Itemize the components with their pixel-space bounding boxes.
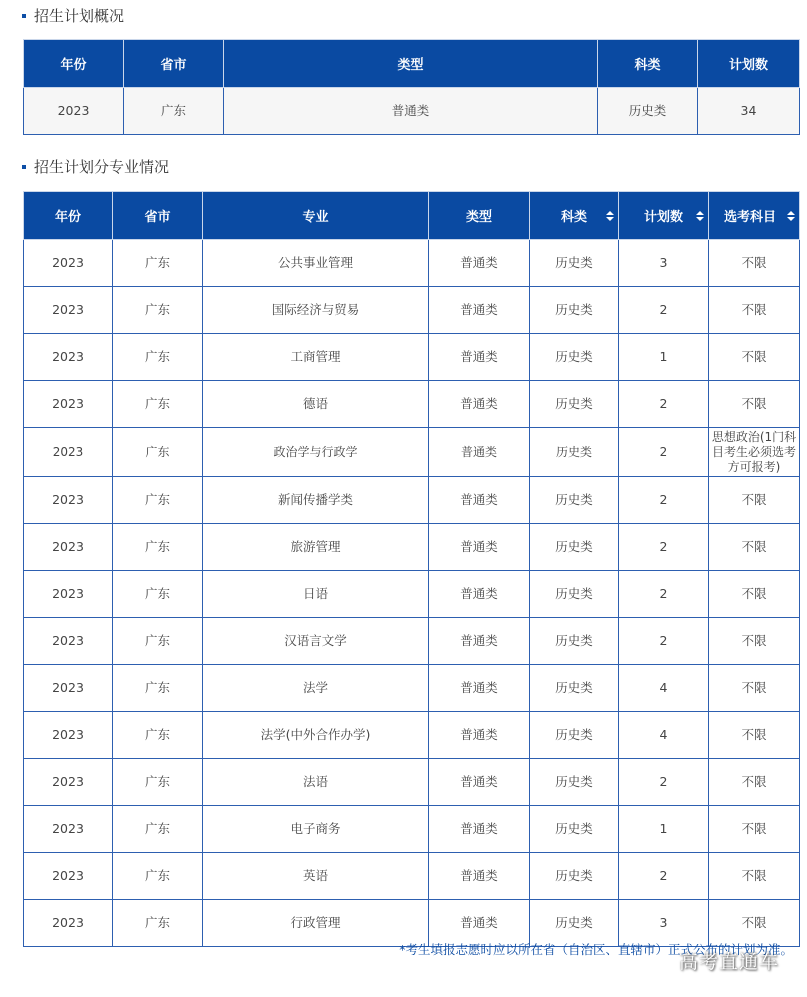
cell-major: 法学(中外合作办学) <box>203 712 429 759</box>
cell-province: 广东 <box>113 477 203 524</box>
cell-province: 广东 <box>113 287 203 334</box>
cell-plan-count: 2 <box>619 428 709 477</box>
sort-arrows-icon[interactable] <box>696 211 704 221</box>
cell-province: 广东 <box>113 571 203 618</box>
majors-table <box>23 191 800 947</box>
cell-province: 广东 <box>113 853 203 900</box>
cell-type: 普通类 <box>429 618 530 665</box>
watermark: 高考直通车 <box>678 951 779 973</box>
header-label: 选考科目 <box>723 210 776 225</box>
header-year: 年份 <box>24 40 124 88</box>
cell-major: 法学 <box>203 665 429 712</box>
cell-plan-count: 2 <box>619 287 709 334</box>
table-row <box>24 618 800 665</box>
cell-plan-count: 4 <box>619 665 709 712</box>
cell-province: 广东 <box>113 759 203 806</box>
cell-province: 广东 <box>113 428 203 477</box>
table-row <box>24 853 800 900</box>
cell-year: 2023 <box>24 334 113 381</box>
cell-type: 普通类 <box>429 477 530 524</box>
title-bullet <box>22 14 26 18</box>
cell-type: 普通类 <box>429 806 530 853</box>
cell-type: 普通类 <box>429 759 530 806</box>
cell-year: 2023 <box>24 806 113 853</box>
table-header-row <box>24 40 800 88</box>
cell-year: 2023 <box>24 853 113 900</box>
cell-province: 广东 <box>113 240 203 287</box>
cell-province: 广东 <box>113 665 203 712</box>
cell-year: 2023 <box>24 477 113 524</box>
table-row <box>24 428 800 477</box>
overview-table <box>23 39 800 135</box>
cell-year: 2023 <box>24 524 113 571</box>
section-title-majors <box>22 157 169 177</box>
cell-type: 普通类 <box>429 853 530 900</box>
sort-arrows-icon[interactable] <box>606 211 614 221</box>
header-label: 计划数 <box>643 210 683 225</box>
header-major: 专业 <box>203 192 429 240</box>
cell-major: 公共事业管理 <box>203 240 429 287</box>
cell-type: 普通类 <box>429 665 530 712</box>
cell-category: 历史类 <box>530 806 619 853</box>
cell-major: 行政管理 <box>203 900 429 947</box>
cell-category: 历史类 <box>530 571 619 618</box>
table-row <box>24 287 800 334</box>
section-title-overview <box>22 6 124 26</box>
cell-major: 政治学与行政学 <box>203 428 429 477</box>
table-row <box>24 381 800 428</box>
header-category: 科类 <box>598 40 698 88</box>
table-row <box>24 712 800 759</box>
header-plan-count: 计划数 <box>698 40 800 88</box>
cell-plan-count: 2 <box>619 381 709 428</box>
section-title-text: 招生计划分专业情况 <box>34 158 170 176</box>
cell-major: 英语 <box>203 853 429 900</box>
header-type: 类型 <box>429 192 530 240</box>
cell-subject: 思想政治(1门科目考生必须选考方可报考) <box>709 428 800 477</box>
table-row <box>24 477 800 524</box>
cell-subject: 不限 <box>709 287 800 334</box>
header-label: 科类 <box>560 210 587 225</box>
cell-major: 德语 <box>203 381 429 428</box>
cell-type: 普通类 <box>429 524 530 571</box>
table-row <box>24 240 800 287</box>
cell-category: 历史类 <box>530 665 619 712</box>
cell-year: 2023 <box>24 712 113 759</box>
cell-plan-count: 2 <box>619 477 709 524</box>
cell-province: 广东 <box>113 524 203 571</box>
cell-category: 历史类 <box>530 428 619 477</box>
cell-category: 历史类 <box>530 477 619 524</box>
cell-province: 广东 <box>113 334 203 381</box>
cell-category: 历史类 <box>530 618 619 665</box>
table-row <box>24 334 800 381</box>
header-category-sortable[interactable] <box>530 192 619 240</box>
cell-year: 2023 <box>24 759 113 806</box>
table-row <box>24 759 800 806</box>
cell-category: 历史类 <box>530 240 619 287</box>
cell-category: 历史类 <box>530 759 619 806</box>
table-row <box>24 806 800 853</box>
cell-subject: 不限 <box>709 900 800 947</box>
section-title-text: 招生计划概况 <box>34 7 125 25</box>
cell-province: 广东 <box>113 381 203 428</box>
cell-subject: 不限 <box>709 759 800 806</box>
table-row <box>24 524 800 571</box>
footnote: *考生填报志愿时应以所在省（自治区、直辖市）正式公布的计划为准。 <box>399 942 793 957</box>
cell-type: 普通类 <box>429 428 530 477</box>
cell-category: 历史类 <box>530 524 619 571</box>
cell-subject: 不限 <box>709 240 800 287</box>
cell-subject: 不限 <box>709 618 800 665</box>
cell-plan-count: 3 <box>619 240 709 287</box>
cell-major: 国际经济与贸易 <box>203 287 429 334</box>
cell-plan-count: 3 <box>619 900 709 947</box>
cell-type: 普通类 <box>224 88 598 135</box>
cell-plan-count: 2 <box>619 853 709 900</box>
table-header-row <box>24 192 800 240</box>
table-row <box>24 665 800 712</box>
cell-plan-count: 2 <box>619 759 709 806</box>
cell-plan-count: 34 <box>698 88 800 135</box>
cell-type: 普通类 <box>429 240 530 287</box>
cell-year: 2023 <box>24 428 113 477</box>
cell-category: 历史类 <box>530 853 619 900</box>
cell-subject: 不限 <box>709 571 800 618</box>
cell-plan-count: 4 <box>619 712 709 759</box>
cell-year: 2023 <box>24 381 113 428</box>
cell-year: 2023 <box>24 287 113 334</box>
cell-major: 法语 <box>203 759 429 806</box>
header-plan-count-sortable[interactable] <box>619 192 709 240</box>
cell-major: 新闻传播学类 <box>203 477 429 524</box>
cell-year: 2023 <box>24 618 113 665</box>
cell-plan-count: 2 <box>619 524 709 571</box>
cell-province: 广东 <box>124 88 224 135</box>
cell-category: 历史类 <box>530 381 619 428</box>
cell-subject: 不限 <box>709 381 800 428</box>
cell-type: 普通类 <box>429 381 530 428</box>
cell-year: 2023 <box>24 571 113 618</box>
table-row <box>24 88 800 135</box>
header-province: 省市 <box>113 192 203 240</box>
cell-province: 广东 <box>113 712 203 759</box>
cell-major: 日语 <box>203 571 429 618</box>
title-bullet <box>22 165 26 169</box>
cell-type: 普通类 <box>429 287 530 334</box>
header-year: 年份 <box>24 192 113 240</box>
cell-category: 历史类 <box>530 900 619 947</box>
cell-category: 历史类 <box>530 334 619 381</box>
cell-plan-count: 2 <box>619 618 709 665</box>
cell-subject: 不限 <box>709 334 800 381</box>
cell-subject: 不限 <box>709 477 800 524</box>
cell-type: 普通类 <box>429 900 530 947</box>
cell-major: 电子商务 <box>203 806 429 853</box>
cell-province: 广东 <box>113 806 203 853</box>
header-type: 类型 <box>224 40 598 88</box>
cell-province: 广东 <box>113 618 203 665</box>
cell-subject: 不限 <box>709 806 800 853</box>
cell-province: 广东 <box>113 900 203 947</box>
cell-plan-count: 1 <box>619 806 709 853</box>
cell-year: 2023 <box>24 88 124 135</box>
sort-arrows-icon[interactable] <box>787 211 795 221</box>
cell-subject: 不限 <box>709 853 800 900</box>
cell-subject: 不限 <box>709 712 800 759</box>
cell-type: 普通类 <box>429 334 530 381</box>
cell-type: 普通类 <box>429 712 530 759</box>
cell-plan-count: 2 <box>619 571 709 618</box>
cell-type: 普通类 <box>429 571 530 618</box>
cell-category: 历史类 <box>530 712 619 759</box>
cell-year: 2023 <box>24 665 113 712</box>
cell-major: 旅游管理 <box>203 524 429 571</box>
cell-category: 历史类 <box>530 287 619 334</box>
cell-subject: 不限 <box>709 524 800 571</box>
table-row <box>24 571 800 618</box>
cell-year: 2023 <box>24 900 113 947</box>
header-subject-sortable[interactable] <box>709 192 800 240</box>
cell-year: 2023 <box>24 240 113 287</box>
cell-plan-count: 1 <box>619 334 709 381</box>
cell-subject: 不限 <box>709 665 800 712</box>
cell-major: 汉语言文学 <box>203 618 429 665</box>
cell-major: 工商管理 <box>203 334 429 381</box>
header-province: 省市 <box>124 40 224 88</box>
cell-category: 历史类 <box>598 88 698 135</box>
